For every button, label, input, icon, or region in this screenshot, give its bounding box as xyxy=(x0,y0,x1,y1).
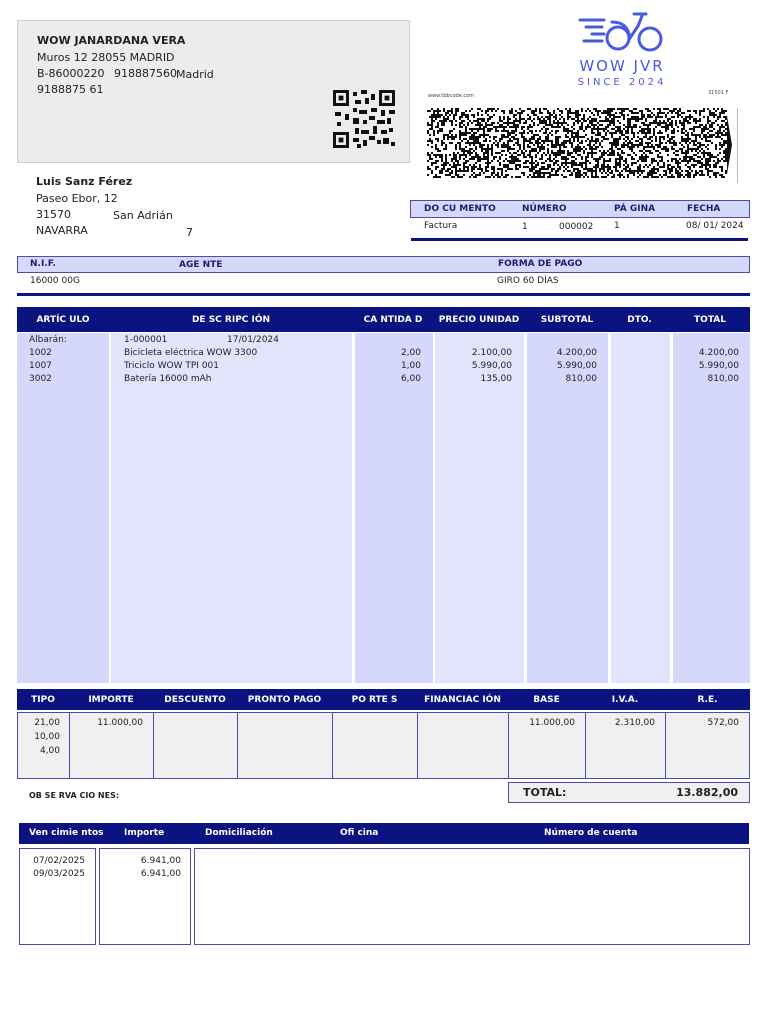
tax-tipo: 4,00 xyxy=(39,746,60,756)
sender-block xyxy=(17,20,410,163)
doc-divider xyxy=(411,238,748,241)
nif-table-header xyxy=(17,256,750,273)
tax-header-financiacion: FINANCIAC IÓN xyxy=(424,694,501,705)
doc-header-documento: DO CU MENTO xyxy=(424,204,496,214)
item-cantidad: 1,00 xyxy=(400,361,421,371)
tax-header-base: BASE xyxy=(533,694,560,705)
albaran-date: 17/01/2024 xyxy=(227,335,279,345)
bike-logo-icon xyxy=(578,8,666,54)
client-street: Paseo Ebor, 12 xyxy=(36,192,118,205)
item-cantidad: 2,00 xyxy=(400,348,421,358)
barcode xyxy=(427,108,738,183)
item-cantidad: 6,00 xyxy=(400,374,421,384)
observaciones-label: OB SE RVA CIO NES: xyxy=(29,791,120,800)
albaran-number: 1-000001 xyxy=(124,335,168,345)
tax-tipo: 10,00 xyxy=(34,732,60,742)
items-header-dto: DTO. xyxy=(627,314,652,325)
tax-header-pronto-pago: PRONTO PAGO xyxy=(247,694,322,705)
item-descripcion: Batería 16000 mAh xyxy=(124,374,212,384)
nif-divider xyxy=(17,293,750,296)
client-region: NAVARRA xyxy=(36,224,88,237)
barcode-graphic xyxy=(427,108,732,182)
tax-col-divider xyxy=(332,713,333,778)
items-header-articulo: ARTÍC ULO xyxy=(36,314,90,325)
doc-table-header xyxy=(410,200,750,218)
table-row xyxy=(0,347,768,360)
tax-header-tipo: TIPO xyxy=(31,694,55,705)
doc-header-numero: NÚMERO xyxy=(522,204,567,214)
due-table-header xyxy=(19,823,749,844)
item-descripcion: Triciclo WOW TPI 001 xyxy=(124,361,220,371)
sender-address: Muros 12 28055 MADRID xyxy=(37,51,175,64)
brand-logo xyxy=(572,8,672,92)
due-header-vencimientos: Ven cimie ntos xyxy=(29,828,104,838)
tax-col-divider xyxy=(417,713,418,778)
client-town: San Adrián xyxy=(113,209,173,222)
doc-documento: Factura xyxy=(424,221,458,231)
tax-iva: 2.310,00 xyxy=(614,718,655,728)
due-header-importe: Importe xyxy=(124,828,165,838)
nif-header: N.I.F. xyxy=(30,259,56,269)
due-col-cuenta xyxy=(194,848,750,945)
total-box xyxy=(508,782,750,803)
sender-name: WOW JANARDANA VERA xyxy=(37,34,186,47)
item-precio: 135,00 xyxy=(480,374,512,384)
tax-table-body xyxy=(17,712,750,779)
sender-city: Madrid xyxy=(176,68,214,81)
sender-phone: 918887560 xyxy=(114,67,177,80)
agente-header: AGE NTE xyxy=(179,260,223,270)
doc-num-a: 1 xyxy=(522,222,528,232)
due-fecha: 09/03/2025 xyxy=(33,869,85,879)
albaran-label: Albarán: xyxy=(29,335,67,345)
due-fecha: 07/02/2025 xyxy=(33,856,85,866)
due-importe: 6.941,00 xyxy=(140,869,181,879)
brand-since: SINCE 2024 xyxy=(577,77,667,88)
item-articulo: 1007 xyxy=(29,361,52,371)
qr-code-icon xyxy=(333,90,395,148)
table-row xyxy=(0,373,768,386)
tax-header-importe: IMPORTE xyxy=(88,694,134,705)
client-number: 7 xyxy=(186,226,193,239)
tax-col-divider xyxy=(153,713,154,778)
tax-tipo: 21,00 xyxy=(34,718,60,728)
items-header-total: TOTAL xyxy=(694,314,726,325)
tax-header-re: R.E. xyxy=(697,694,718,705)
items-header-descripcion: DE SC RIPC IÓN xyxy=(191,314,271,325)
tax-table-header xyxy=(17,689,750,710)
item-total: 4.200,00 xyxy=(698,348,739,358)
client-zip: 31570 xyxy=(36,208,71,221)
due-header-domiciliacion: Domiciliación xyxy=(205,828,273,838)
item-precio: 5.990,00 xyxy=(471,361,512,371)
client-name: Luis Sanz Férez xyxy=(36,175,133,188)
doc-num-b: 000002 xyxy=(559,222,594,232)
items-header-cantidad: CA NTIDA D xyxy=(363,314,423,325)
forma-pago-header: FORMA DE PAGO xyxy=(498,259,583,269)
item-descripcion: Bicicleta eléctrica WOW 3300 xyxy=(124,348,258,358)
tax-header-portes: PO RTE S xyxy=(351,694,398,705)
total-value: 13.882,00 xyxy=(676,786,738,799)
items-header-precio: PRECIO UNIDAD xyxy=(438,314,520,325)
due-col-importes xyxy=(99,848,191,945)
doc-pagina: 1 xyxy=(614,221,620,231)
due-importe: 6.941,00 xyxy=(140,856,181,866)
due-col-fechas xyxy=(19,848,96,945)
tax-header-descuento: DESCUENTO xyxy=(164,694,226,705)
item-total: 810,00 xyxy=(707,374,739,384)
tax-base: 11.000,00 xyxy=(529,718,575,728)
doc-fecha: 08/ 01/ 2024 xyxy=(686,221,744,231)
nif-value: 16000 00G xyxy=(30,276,80,286)
barcode-code: 31501 F xyxy=(708,90,729,96)
sender-phone2: 9188875 61 xyxy=(37,83,104,96)
brand-name: WOW JVR xyxy=(579,57,665,75)
items-header-subtotal: SUBTOTAL xyxy=(540,314,594,325)
forma-pago-value: GIRO 60 DÍAS xyxy=(497,276,559,286)
barcode-site: www.tbbcode.com xyxy=(428,93,475,99)
item-articulo: 3002 xyxy=(29,374,52,384)
tax-importe: 11.000,00 xyxy=(97,718,143,728)
due-header-oficina: Ofi cina xyxy=(340,828,379,838)
items-table-header xyxy=(17,307,750,332)
doc-header-fecha: FECHA xyxy=(687,204,721,214)
doc-header-pagina: PÁ GINA xyxy=(614,204,656,214)
table-row xyxy=(0,360,768,373)
tax-header-iva: I.V.A. xyxy=(611,694,639,705)
tax-col-divider xyxy=(237,713,238,778)
item-subtotal: 5.990,00 xyxy=(556,361,597,371)
due-header-cuenta: Número de cuenta xyxy=(544,828,638,838)
item-subtotal: 810,00 xyxy=(565,374,597,384)
item-subtotal: 4.200,00 xyxy=(556,348,597,358)
item-precio: 2.100,00 xyxy=(471,348,512,358)
tax-re: 572,00 xyxy=(707,718,739,728)
item-total: 5.990,00 xyxy=(698,361,739,371)
sender-nif: B-86000220 xyxy=(37,67,105,80)
total-label: TOTAL: xyxy=(523,786,567,799)
item-articulo: 1002 xyxy=(29,348,52,358)
